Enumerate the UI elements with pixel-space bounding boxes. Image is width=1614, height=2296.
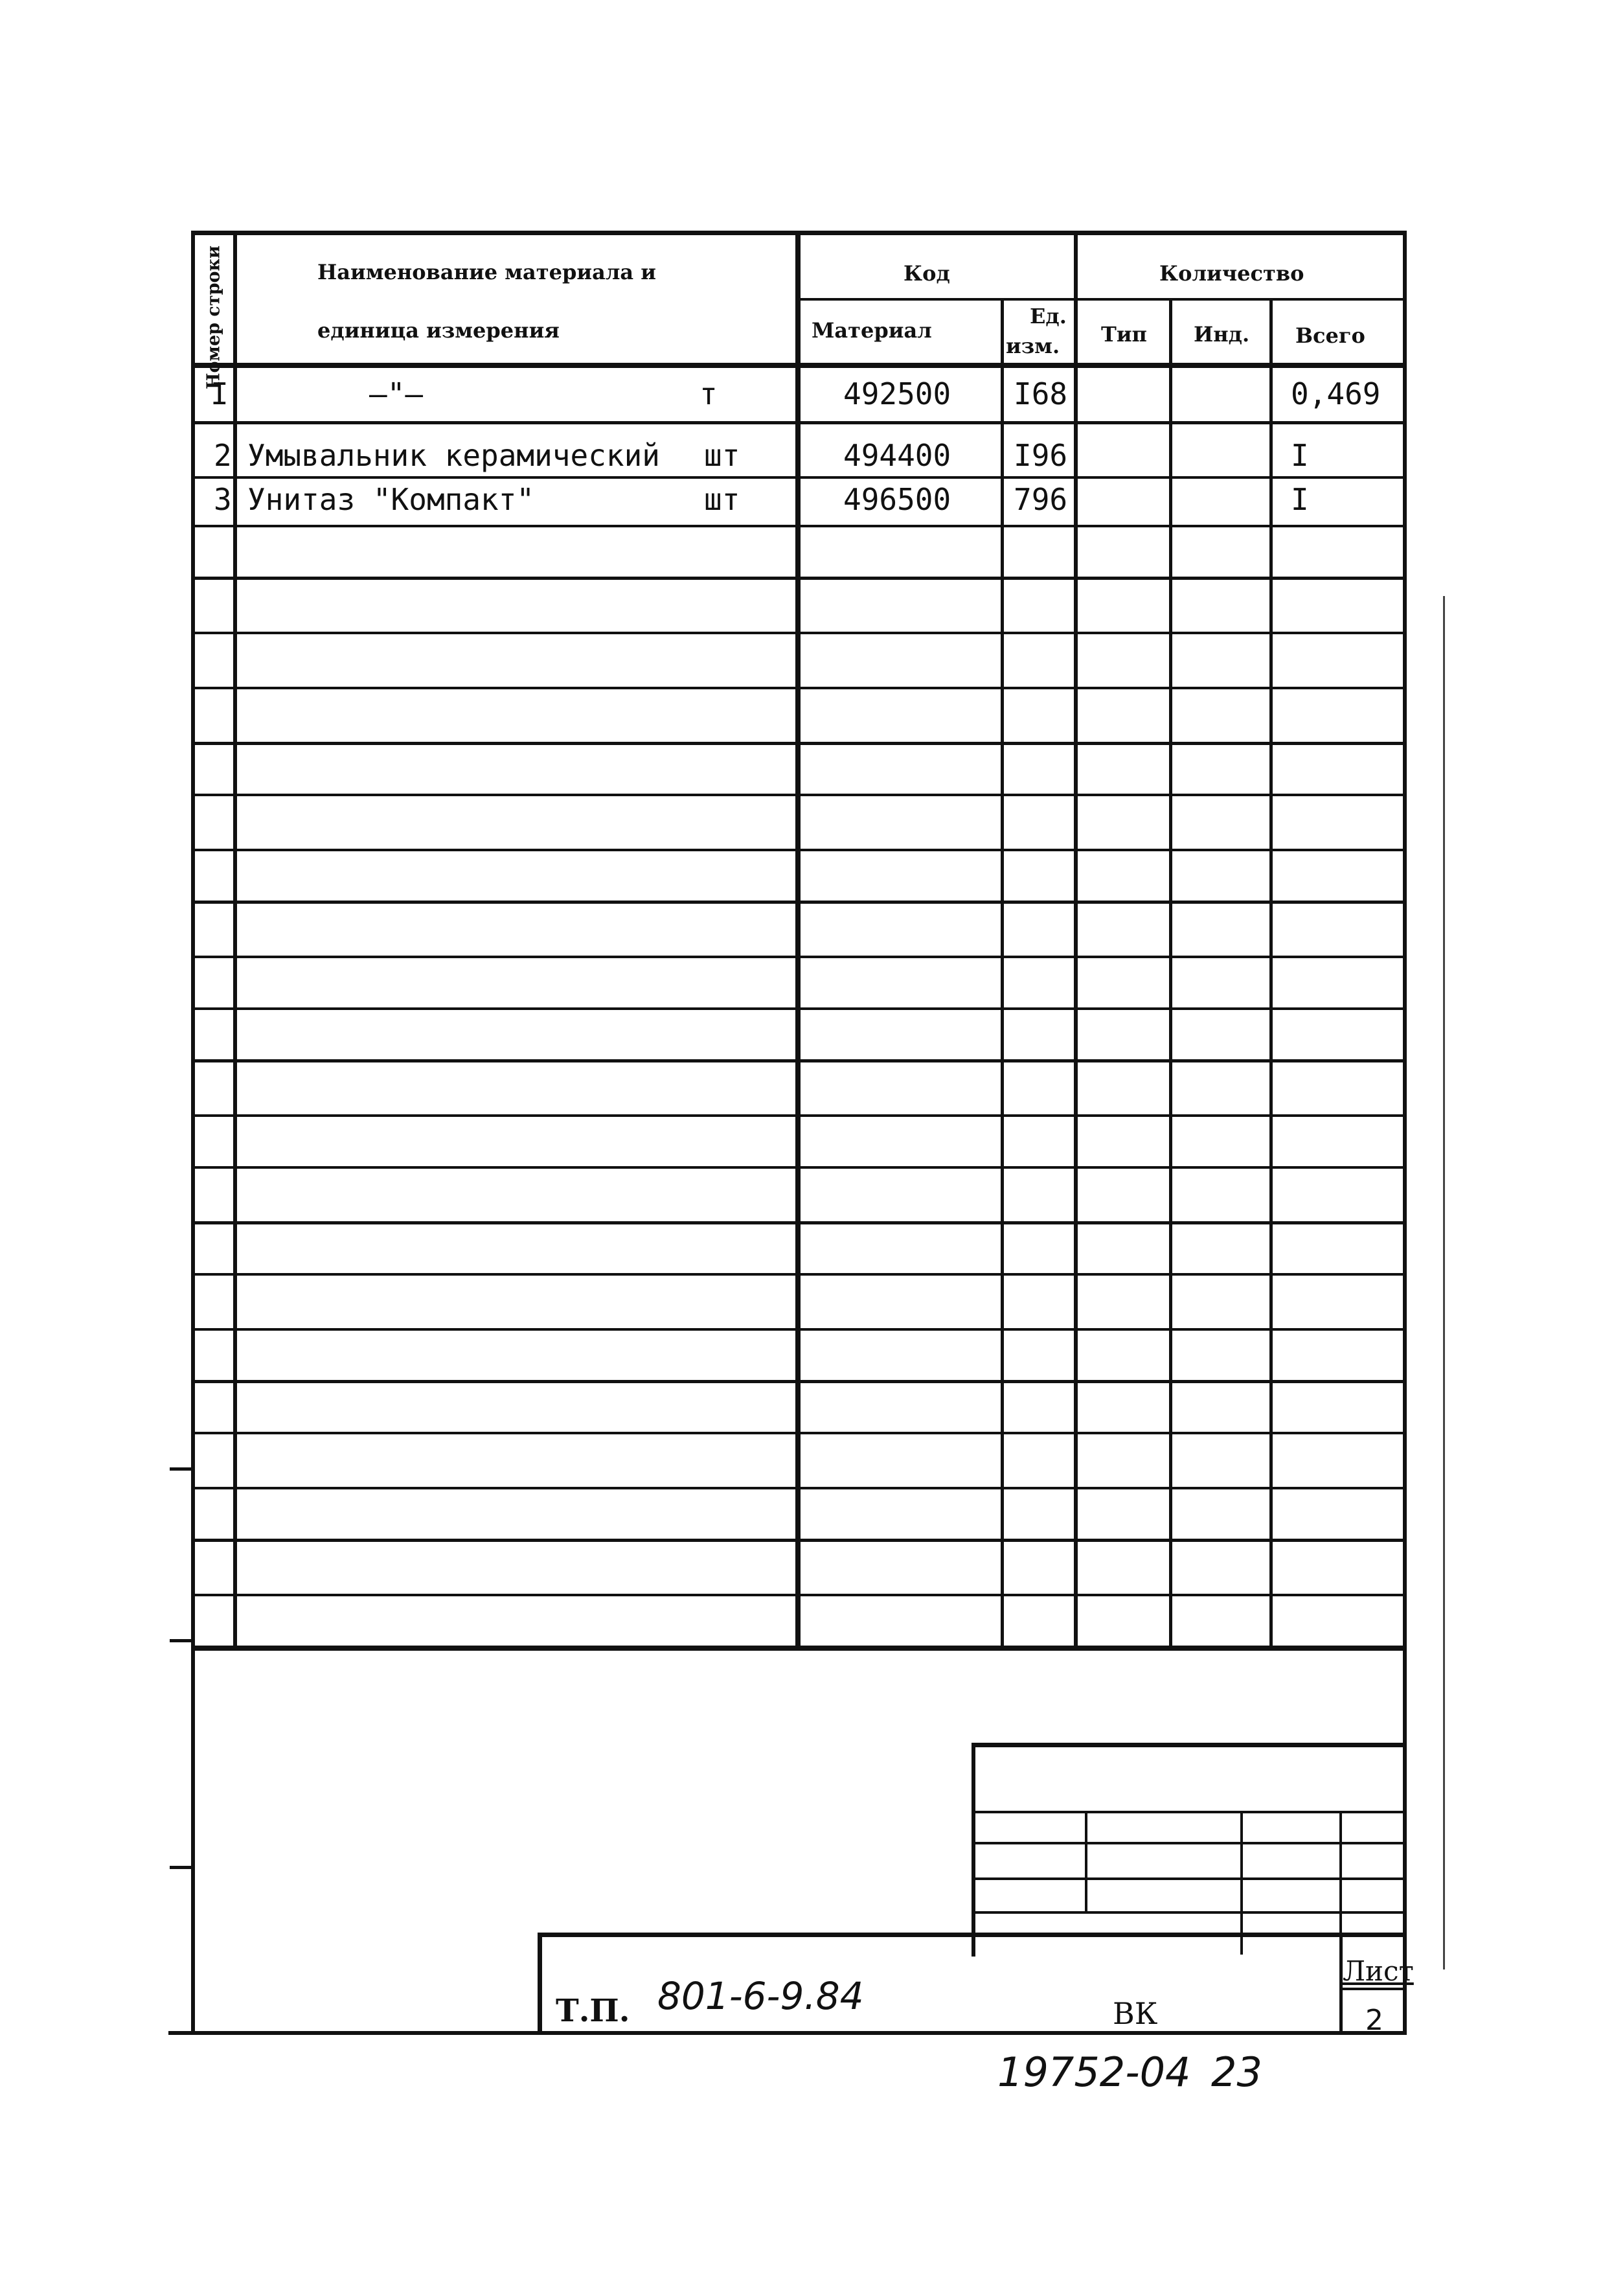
sheet-number: 2	[1365, 2004, 1383, 2037]
archive-number: 19752-04	[997, 2049, 1191, 2096]
table-row-line	[191, 901, 1407, 904]
title-top-line	[538, 1933, 1407, 1937]
frame-bottom-line	[168, 2031, 1407, 2035]
table-row-line	[191, 1221, 1407, 1224]
title-left-line	[538, 1933, 542, 2035]
header-row-number: Номер строки	[203, 245, 224, 390]
header-type: Тип	[1101, 322, 1147, 347]
header-code-split-line	[798, 298, 1407, 301]
table-row-line	[191, 849, 1407, 851]
column-line-rowno	[233, 231, 237, 1649]
row3-unit: шт	[704, 482, 740, 517]
row2-material-code: 494400	[843, 438, 951, 473]
row2-unit-code: I96	[1014, 438, 1068, 473]
header-unit-line1: Ед.	[1030, 304, 1067, 328]
row1-number: I	[210, 376, 229, 411]
table-row-line	[191, 476, 1407, 479]
table-row-line	[191, 1380, 1407, 1383]
row2-total: I	[1291, 438, 1309, 473]
table-row-line	[191, 577, 1407, 580]
project-prefix: Т.П.	[556, 1993, 630, 2029]
row2-number: 2	[214, 438, 232, 473]
row1-unit-code: I68	[1014, 376, 1068, 411]
row1-name: –"–	[369, 376, 424, 411]
column-line-unit	[1074, 231, 1078, 1649]
table-row-line	[191, 956, 1407, 958]
row3-name: Унитаз "Компакт"	[247, 482, 535, 517]
row1-total: 0,469	[1291, 376, 1381, 411]
project-number: 801-6-9.84	[657, 1974, 864, 2018]
column-line-material	[1001, 298, 1004, 1649]
section-code: ВК	[1113, 1996, 1158, 2031]
stamp-col-line-1	[1085, 1811, 1087, 1912]
table-row-line	[191, 1273, 1407, 1276]
frame-right-line	[1403, 231, 1407, 2035]
header-material: Материал	[812, 318, 932, 343]
header-name-line2: единица измерения	[317, 318, 560, 343]
stamp-left-line	[972, 1743, 975, 1957]
stamp-top-line	[972, 1743, 1407, 1747]
table-row-line	[191, 687, 1407, 689]
table-row-line	[191, 1114, 1407, 1117]
row3-unit-code: 796	[1014, 482, 1068, 517]
table-row-line	[191, 1539, 1407, 1542]
row3-number: 3	[214, 482, 232, 517]
row3-material-code: 496500	[843, 482, 951, 517]
table-row-line	[191, 632, 1407, 634]
row1-material-code: 492500	[843, 376, 951, 411]
header-code: Код	[904, 261, 950, 286]
margin-tick-left	[170, 1467, 193, 1471]
margin-tick-left	[170, 1639, 193, 1642]
margin-tick-left	[170, 2031, 193, 2034]
table-row-line	[191, 1594, 1407, 1596]
table-row-line	[191, 1487, 1407, 1489]
header-ind: Инд.	[1194, 322, 1250, 347]
column-line-ind	[1269, 298, 1273, 1649]
table-row-line	[191, 1007, 1407, 1010]
table-row-line	[191, 1328, 1407, 1331]
row3-total: I	[1291, 482, 1309, 517]
row1-unit: т	[699, 376, 718, 411]
title-sheet-row-line	[1339, 1988, 1407, 1990]
binding-line-right	[1443, 596, 1445, 1969]
table-row-line	[191, 525, 1407, 527]
row2-name: Умывальник керамический	[247, 438, 660, 473]
table-row-line	[191, 421, 1407, 424]
table-row-line	[191, 742, 1407, 745]
table-row-line	[191, 1432, 1407, 1434]
frame-left-line	[191, 231, 195, 2035]
row2-unit: шт	[704, 438, 740, 473]
table-row-line	[191, 1166, 1407, 1169]
sheet-label: Лист	[1343, 1955, 1414, 1987]
column-line-type	[1169, 298, 1172, 1649]
header-total: Всего	[1295, 323, 1365, 348]
header-quantity: Количество	[1159, 261, 1304, 286]
page-number: 23	[1211, 2049, 1262, 2096]
header-unit-line2: изм.	[1006, 334, 1060, 358]
column-line-name	[795, 231, 801, 1649]
table-row-line	[191, 794, 1407, 796]
margin-tick-left	[170, 1866, 193, 1869]
table-row-line	[191, 1059, 1407, 1062]
header-name-line1: Наименование материала и	[317, 260, 656, 284]
